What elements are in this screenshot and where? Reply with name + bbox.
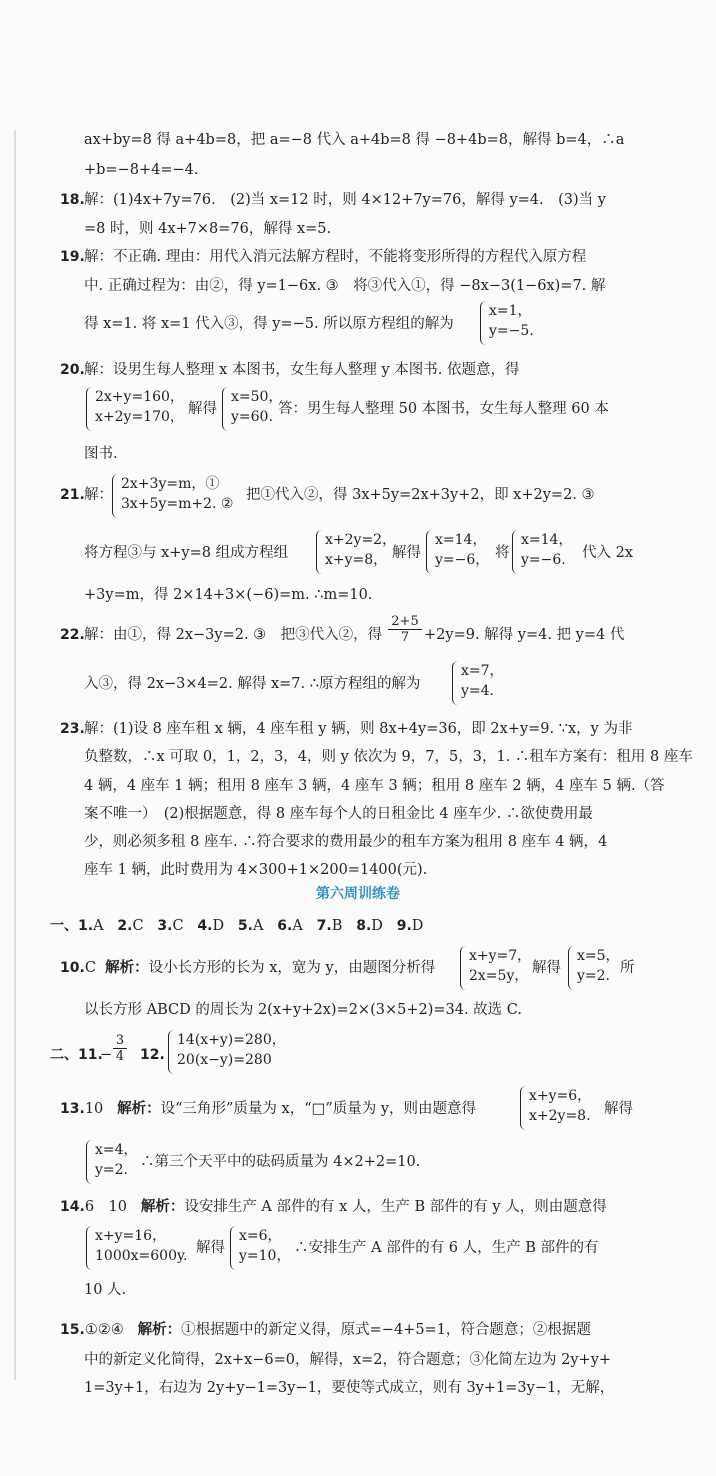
equation-system: x=14， y=−6. <box>512 530 572 574</box>
text-line: 解得 <box>604 1101 633 1117</box>
text-line: 4 辆，4 座车 1 辆；租用 8 座车 3 辆，4 座车 3 辆；租用 8 座车 2 辆，4 座车 5 辆.（答 <box>84 778 665 794</box>
question-15: 15.①②④ 解析：①根据题中的新定义得，原式=−4+5=1，符合题意；②根据题 <box>60 1322 591 1338</box>
question-number: 19. <box>60 249 85 265</box>
text-line: 将 <box>495 545 510 561</box>
text-line: 解：(1)4x+7y=76. (2)当 x=12 时，则 4×12+7y=76，解得 y=4. (3)当 y <box>84 192 606 208</box>
minus-sign: − <box>100 1047 113 1063</box>
text-line: ∴第三个天平中的砝码质量为 4×2+2=10. <box>140 1154 421 1170</box>
question-number: 12. <box>140 1047 165 1063</box>
text-line: 中的新定义化简得，2x+x−6=0，解得，x=2，符合题意；③化简左边为 2y+y+ <box>84 1352 612 1368</box>
equation-system: x=1， y=−5. <box>480 301 534 345</box>
answer-row: 一、1.A 2.C 3.C 4.D 5.A 6.A 7.B 8.D 9.D <box>50 918 424 934</box>
text-line: +b=−8+4=−4. <box>84 162 199 178</box>
equation-system: x+y=16， 1000x=600y. <box>86 1226 187 1270</box>
text-line: 解得 <box>392 545 421 561</box>
text-line: 以长方形 ABCD 的周长为 2(x+y+2x)=2×(3×5+2)=34. 故选 C. <box>84 1002 522 1018</box>
equation-system: x=5， y=2. <box>568 946 620 990</box>
text-line: 座车 1 辆，此时费用为 4×300+1×200=1400(元). <box>84 862 428 878</box>
equation-system: 2x+3y=m，① 3x+5y=m+2. ② <box>112 474 233 518</box>
text-line: 1=3y+1，右边为 2y+y−1=3y−1，要使等式成立，则有 3y+1=3y−1，无解， <box>84 1380 615 1396</box>
text-line: 所 <box>620 960 635 976</box>
section-heading: 第六周训练卷 <box>316 886 400 902</box>
text-line: 解：由①，得 2x−3y=2. ③ 把③代入②，得 <box>84 627 383 643</box>
text-line: 解：不正确. 理由：用代入消元法解方程时，不能将变形所得的方程代入原方程 <box>84 249 587 265</box>
text-line: +3y=m，得 2×14+3×(−6)=m. ∴m=10. <box>84 587 373 603</box>
text-line: 得 x=1. 将 x=1 代入③，得 y=−5. 所以原方程组的解为 <box>84 316 454 332</box>
question-10: 10.C 解析：设小长方形的长为 x，宽为 y，由题图分析得 <box>60 960 436 976</box>
text-line: 解：设男生每人整理 x 本图书，女生每人整理 y 本图书. 依题意，得 <box>84 362 520 378</box>
question-13: 13.10 解析：设“三角形”质量为 x，“□”质量为 y，则由题意得 <box>60 1101 477 1117</box>
text-line: 解：(1)设 8 座车租 x 辆，4 座车租 y 辆，则 8x+4y=36，即 2x+y=9. ∵x，y 为非 <box>84 721 633 737</box>
text-line: 入③，得 2x−3×4=2. 解得 x=7. ∴原方程组的解为 <box>84 676 421 692</box>
question-number: 18. <box>60 192 85 208</box>
equation-system: x=7， y=4. <box>452 661 504 705</box>
question-number: 23. <box>60 721 85 737</box>
text-line: 案不唯一） (2)根据题意，得 8 座车每个人的日租金比 4 座车少. ∴欲使费用最 <box>84 806 593 822</box>
fraction: $\frac{2+5}{7}$ <box>388 614 422 645</box>
text-line: 把①代入②，得 3x+5y=2x+3y+2，即 x+2y=2. ③ <box>246 487 595 503</box>
text-line: 解得 <box>188 401 217 417</box>
text-line: +2y=9. 解得 y=4. 把 y=4 代 <box>424 627 625 643</box>
text-line: =8 时，则 4x+7×8=76，解得 x=5. <box>84 221 332 237</box>
text-line: 少，则必须多租 8 座车. ∴符合要求的费用最少的租车方案为租用 8 座车 4 辆，4 <box>84 834 608 850</box>
text-line: 10 人. <box>84 1282 127 1298</box>
text-line: 解得 <box>532 960 561 976</box>
text-line: 解得 <box>196 1240 225 1256</box>
text-line: 图书. <box>84 446 118 462</box>
text-line: 中. 正确过程为：由②，得 y=1−6x. ③ 将③代入①，得 −8x−3(1−6x)=7. 解 <box>84 278 606 294</box>
equation-system: 2x+y=160， x+2y=170， <box>86 387 184 431</box>
equation-system: x=6， y=10， <box>230 1226 290 1270</box>
text-line: ∴安排生产 A 部件的有 6 人，生产 B 部件的有 <box>294 1240 599 1256</box>
text-line: 答：男生每人整理 50 本图书，女生每人整理 60 本 <box>278 401 609 417</box>
fraction: $\frac{3}{4}$ <box>113 1033 127 1064</box>
equation-system: x+2y=2， x+y=8， <box>316 530 396 574</box>
text-line: 负整数，∴x 可取 0，1，2，3，4，则 y 依次为 9，7，5，3，1. ∴租车方案有：租用 8 座车 <box>84 749 693 765</box>
equation-system: 14(x+y)=280， 20(x−y)=280 <box>168 1030 286 1074</box>
question-14: 14.6 10 解析：设安排生产 A 部件的有 x 人，生产 B 部件的有 y 人，则由题意得 <box>60 1199 607 1215</box>
equation-system: x=4， y=2. <box>86 1140 138 1184</box>
margin-line <box>14 130 16 1380</box>
text-line: 将方程③与 x+y=8 组成方程组 <box>84 545 289 561</box>
text-line: ax+by=8 得 a+4b=8，把 a=−8 代入 a+4b=8 得 −8+4b=8，解得 b=4，∴a <box>84 132 625 148</box>
question-number: 21. <box>60 487 85 503</box>
equation-system: x=50， y=60. <box>222 387 282 431</box>
question-number: 二、11. <box>50 1047 103 1063</box>
equation-system: x+y=7， 2x=5y， <box>460 946 531 990</box>
text-line: 代入 2x <box>582 545 634 561</box>
question-number: 22. <box>60 627 85 643</box>
equation-system: x+y=6， x+2y=8. <box>520 1086 591 1130</box>
question-number: 20. <box>60 362 85 378</box>
text-line: 解： <box>84 487 113 503</box>
equation-system: x=14， y=−6， <box>426 530 489 574</box>
